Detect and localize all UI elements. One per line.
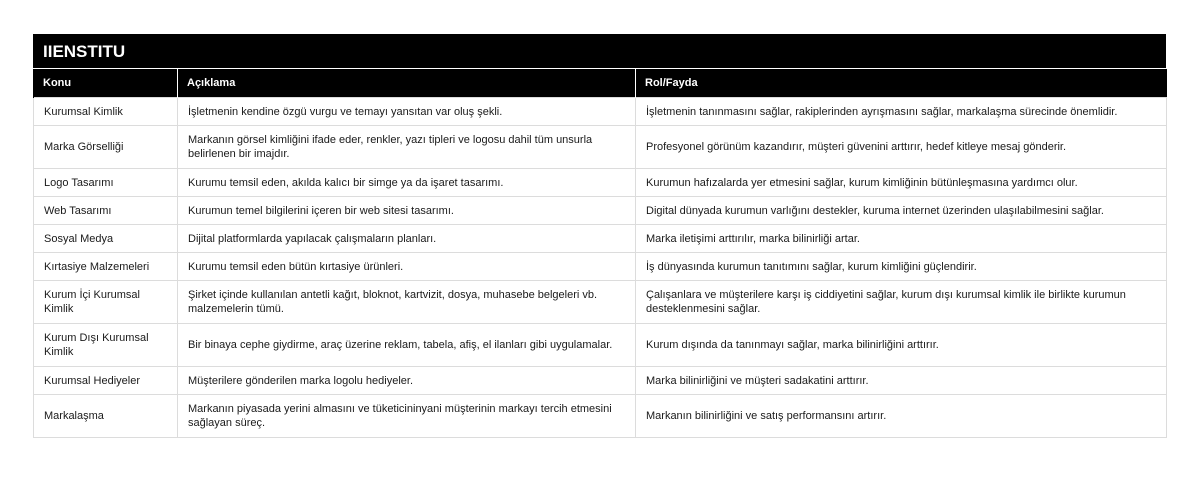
cell-aciklama: Markanın görsel kimliğini ifade eder, renkler, yazı tipleri ve logosu dahil tüm unsurla belirlenen bir imajdır. [178,126,636,169]
table-row [34,98,1167,126]
content-table-container [33,34,1166,438]
cell-aciklama: Markanın piyasada yerini almasını ve tüketicininyani müşterinin markayı tercih etmesini sağlayan süreç. [178,395,636,438]
cell-aciklama: Kurumu temsil eden bütün kırtasiye ürünleri. [178,253,636,281]
cell-rol-fayda: Çalışanlara ve müşterilere karşı iş ciddiyetini sağlar, kurum dışı kurumsal kimlik ile birlikte kurumun desteklenmesini sağlar. [636,281,1167,324]
cell-aciklama: İşletmenin kendine özgü vurgu ve temayı yansıtan var oluş şekli. [178,98,636,126]
cell-konu: Kurum Dışı Kurumsal Kimlik [34,324,178,367]
column-header-aciklama: Açıklama [178,69,636,98]
cell-konu: Kurumsal Hediyeler [34,367,178,395]
cell-aciklama: Bir binaya cephe giydirme, araç üzerine reklam, tabela, afiş, el ilanları gibi uygulamalar. [178,324,636,367]
cell-aciklama: Dijital platformlarda yapılacak çalışmaların planları. [178,225,636,253]
cell-konu: Kurum İçi Kurumsal Kimlik [34,281,178,324]
cell-konu: Kurumsal Kimlik [34,98,178,126]
table-row [34,169,1167,197]
column-header-konu: Konu [34,69,178,98]
cell-rol-fayda: Kurumun hafızalarda yer etmesini sağlar, kurum kimliğinin bütünleşmasına yardımcı olur. [636,169,1167,197]
cell-rol-fayda: Marka bilinirliğini ve müşteri sadakatini arttırır. [636,367,1167,395]
cell-rol-fayda: Digital dünyada kurumun varlığını destekler, kuruma internet üzerinden ulaşılabilmesini sağlar. [636,197,1167,225]
cell-konu: Web Tasarımı [34,197,178,225]
cell-konu: Logo Tasarımı [34,169,178,197]
cell-rol-fayda: Kurum dışında da tanınmayı sağlar, marka bilinirliğini arttırır. [636,324,1167,367]
table-header-row [34,69,1167,98]
table-row [34,324,1167,367]
cell-konu: Kırtasiye Malzemeleri [34,253,178,281]
table-row [34,281,1167,324]
cell-aciklama: Müşterilere gönderilen marka logolu hediyeler. [178,367,636,395]
cell-konu: Sosyal Medya [34,225,178,253]
table-row [34,126,1167,169]
table-title: IIENSTITU [33,34,1166,68]
table-row [34,367,1167,395]
content-table [33,68,1167,438]
cell-aciklama: Kurumu temsil eden, akılda kalıcı bir simge ya da işaret tasarımı. [178,169,636,197]
column-header-rol-fayda: Rol/Fayda [636,69,1167,98]
cell-rol-fayda: Profesyonel görünüm kazandırır, müşteri güvenini arttırır, hedef kitleye mesaj gönderir. [636,126,1167,169]
cell-konu: Markalaşma [34,395,178,438]
cell-rol-fayda: İş dünyasında kurumun tanıtımını sağlar, kurum kimliğini güçlendirir. [636,253,1167,281]
table-row [34,225,1167,253]
cell-aciklama: Kurumun temel bilgilerini içeren bir web sitesi tasarımı. [178,197,636,225]
cell-rol-fayda: Marka iletişimi arttırılır, marka bilinirliği artar. [636,225,1167,253]
cell-rol-fayda: Markanın bilinirliğini ve satış performansını artırır. [636,395,1167,438]
cell-aciklama: Şirket içinde kullanılan antetli kağıt, bloknot, kartvizit, dosya, muhasebe belgeleri vb. malzemelerin tümü. [178,281,636,324]
cell-rol-fayda: İşletmenin tanınmasını sağlar, rakiplerinden ayrışmasını sağlar, markalaşma sürecinde önemlidir. [636,98,1167,126]
table-row [34,395,1167,438]
table-row [34,253,1167,281]
table-row [34,197,1167,225]
cell-konu: Marka Görselliği [34,126,178,169]
